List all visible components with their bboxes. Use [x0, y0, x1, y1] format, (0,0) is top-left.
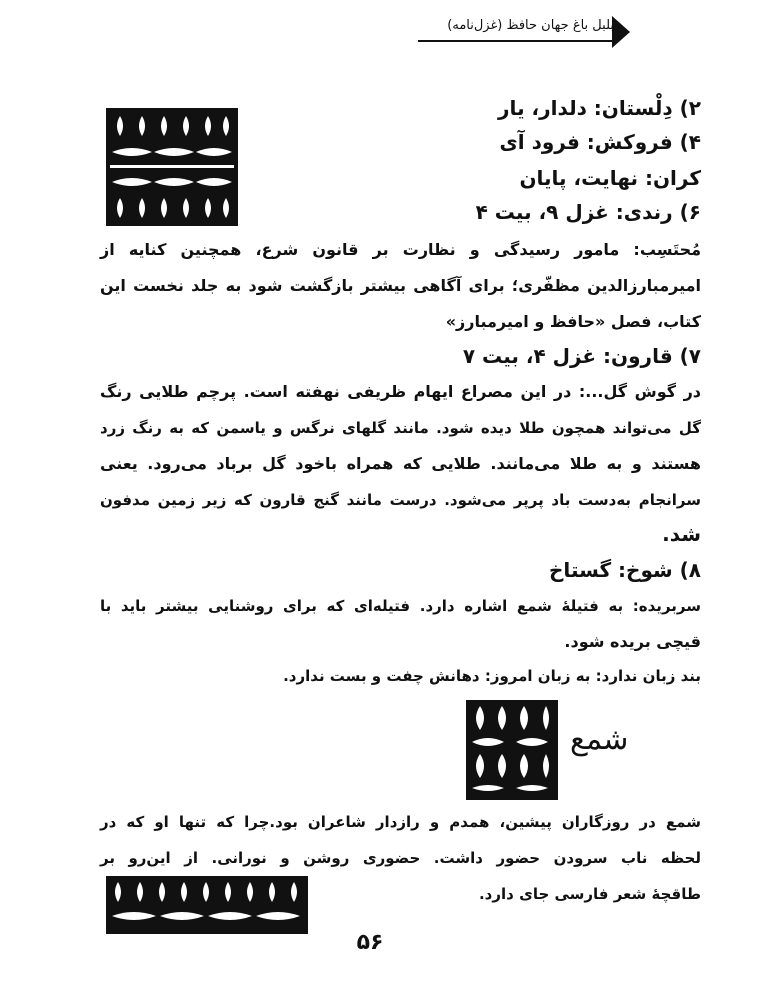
- gloss-line: مُحتَسِب: مامور رسیدگی و نظارت بر قانون شرع، همچنین کنایه از: [100, 240, 701, 259]
- gloss-line: شمع در روزگاران پیشین، همدم و رازدار شاعران بود.چرا که تنها او که در: [100, 813, 701, 831]
- header-rule: [418, 40, 616, 42]
- gloss-line: کتاب، فصل «حافظ و امیرمبارز»: [445, 312, 701, 331]
- gloss-line: ۲) دِلْستان: دلدار، یار: [498, 96, 701, 120]
- gloss-line: هستند و به طلا می‌مانند. طلایی که همراه باخود گل برباد می‌رود. یعنی: [100, 454, 701, 473]
- candle-caption: شمع: [570, 722, 629, 757]
- gloss-line: سربریده: به فتیلهٔ شمع اشاره دارد. فتیله‌ای که برای روشنایی بیشتر باید با: [100, 597, 701, 615]
- gloss-line: کران: نهایت، پایان: [519, 166, 701, 190]
- page-number: ۵۶: [356, 930, 384, 955]
- gloss-line: لحظه ناب سرودن حضور داشت. حضوری روشن و نورانی. از این‌رو بر: [100, 849, 701, 867]
- gloss-line: سرانجام به‌دست باد پرپر می‌شود. درست مانند گنج قارون که زیر زمین مدفون: [100, 491, 701, 509]
- gloss-line: بند زبان ندارد: به زبان امروز: دهانش چفت و بست ندارد.: [283, 667, 701, 685]
- gloss-line: ۷) قارون: غزل ۴، بیت ۷: [462, 344, 701, 368]
- gloss-line: ۴) فروکش: فرود آی: [499, 130, 701, 154]
- gloss-line: گل می‌تواند همچون طلا دیده شود. مانند گلهای نرگس و یاسمن که به رنگ زرد: [100, 419, 701, 437]
- running-header-title: بلبل باغ جهان حافظ (غزل‌نامه): [447, 18, 614, 33]
- gloss-line: ۶) رندی: غزل ۹، بیت ۴: [475, 200, 701, 224]
- gloss-line: ۸) شوخ: گستاخ: [549, 558, 701, 582]
- candle-ornament: [466, 700, 558, 800]
- top-ornament: [106, 108, 238, 226]
- gloss-line: شد.: [662, 522, 701, 546]
- bottom-ornament: [106, 876, 308, 934]
- gloss-line: طاقچهٔ شعر فارسی جای دارد.: [478, 885, 701, 903]
- header-triangle-icon: [612, 16, 630, 48]
- gloss-line: قیچی بریده شود.: [564, 632, 701, 651]
- gloss-line: امیرمبارزالدین مظفّری؛ برای آگاهی بیشتر بازگشت شود به جلد نخست این: [100, 276, 701, 295]
- gloss-line: در گوش گل...: در این مصراع ایهام ظریفی نهفته است. پرچم طلایی رنگ: [100, 382, 701, 401]
